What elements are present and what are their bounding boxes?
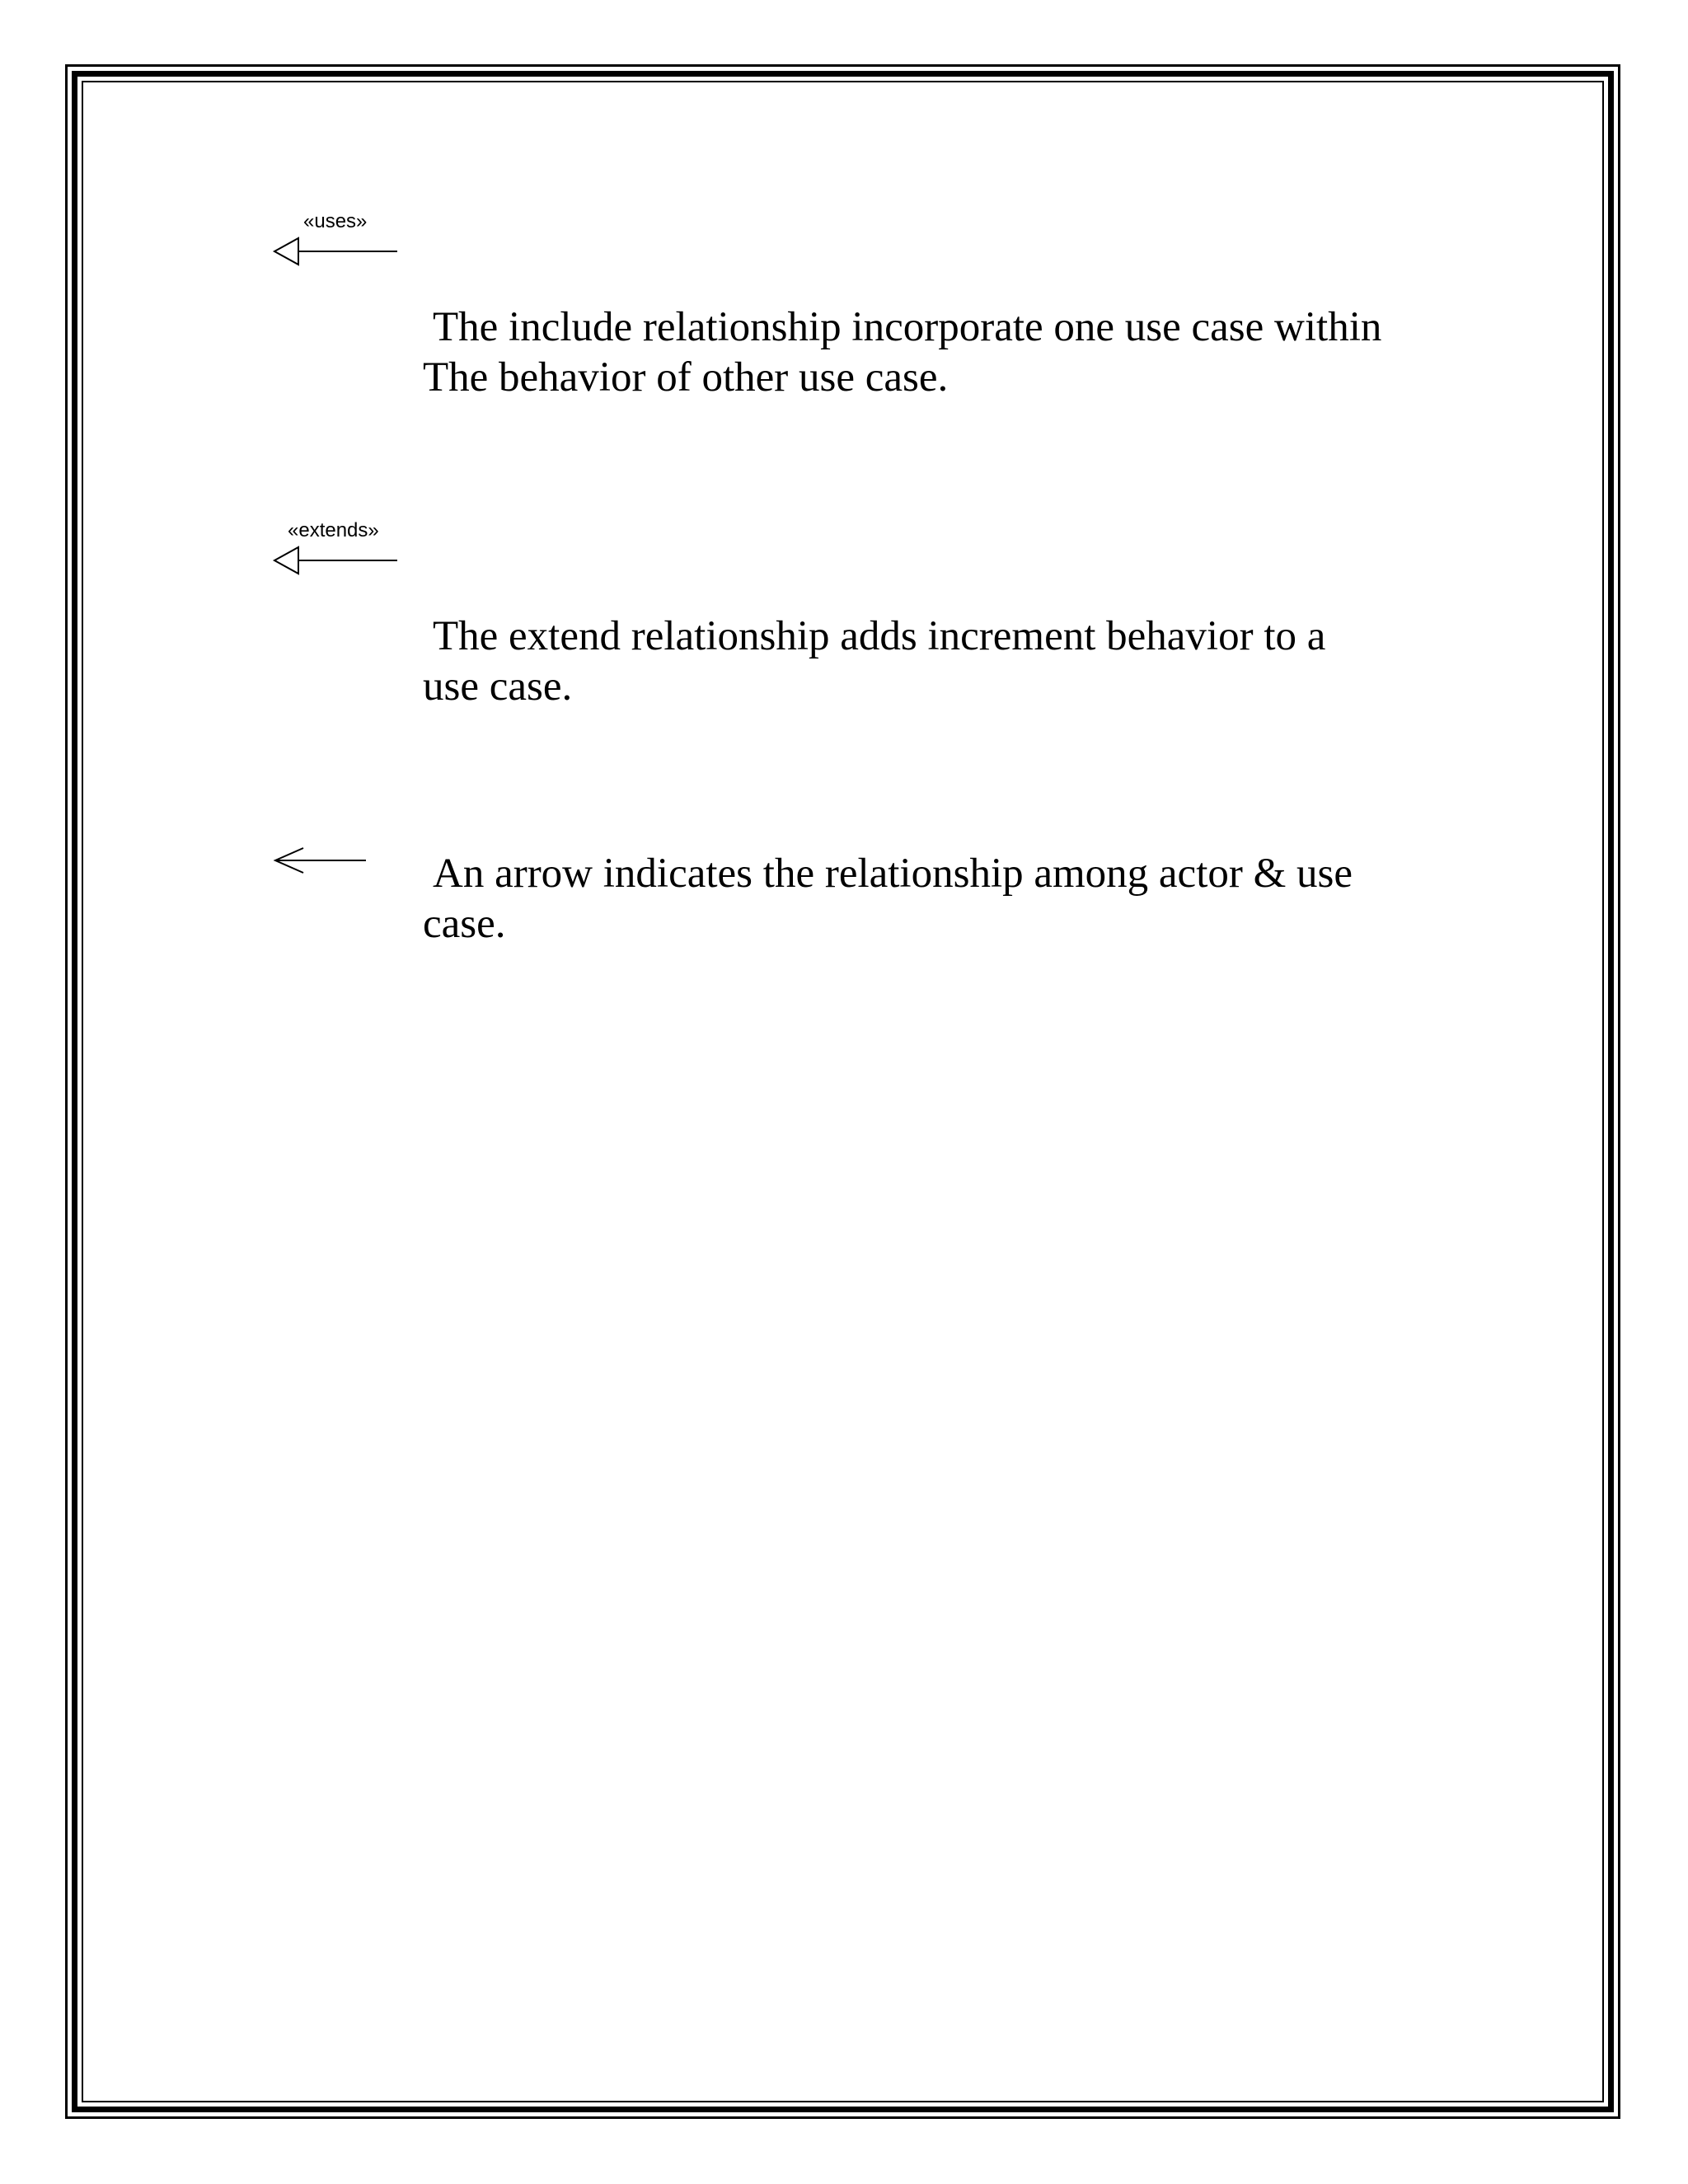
extend-description <box>423 612 1325 712</box>
extend-description-line-2: use case. <box>423 663 573 710</box>
include-description-line-2: The behavior of other use case. <box>423 354 949 401</box>
extends-stereotype-label: «extends» <box>288 519 379 541</box>
association-description <box>423 849 1353 949</box>
uses-stereotype-label: «uses» <box>303 210 368 232</box>
association-description-line-1: An arrow indicates the relationship among actor & use <box>433 851 1353 897</box>
extend-description-line-1: The extend relationship adds increment behavior to a <box>433 613 1326 659</box>
uses-arrow-icon <box>272 235 404 268</box>
include-description <box>423 302 1381 403</box>
include-description-line-1: The include relationship incorporate one use case within <box>433 304 1382 350</box>
association-description-line-2: case. <box>423 901 506 947</box>
association-arrow-icon <box>272 846 371 879</box>
extends-arrow-icon <box>272 544 404 577</box>
